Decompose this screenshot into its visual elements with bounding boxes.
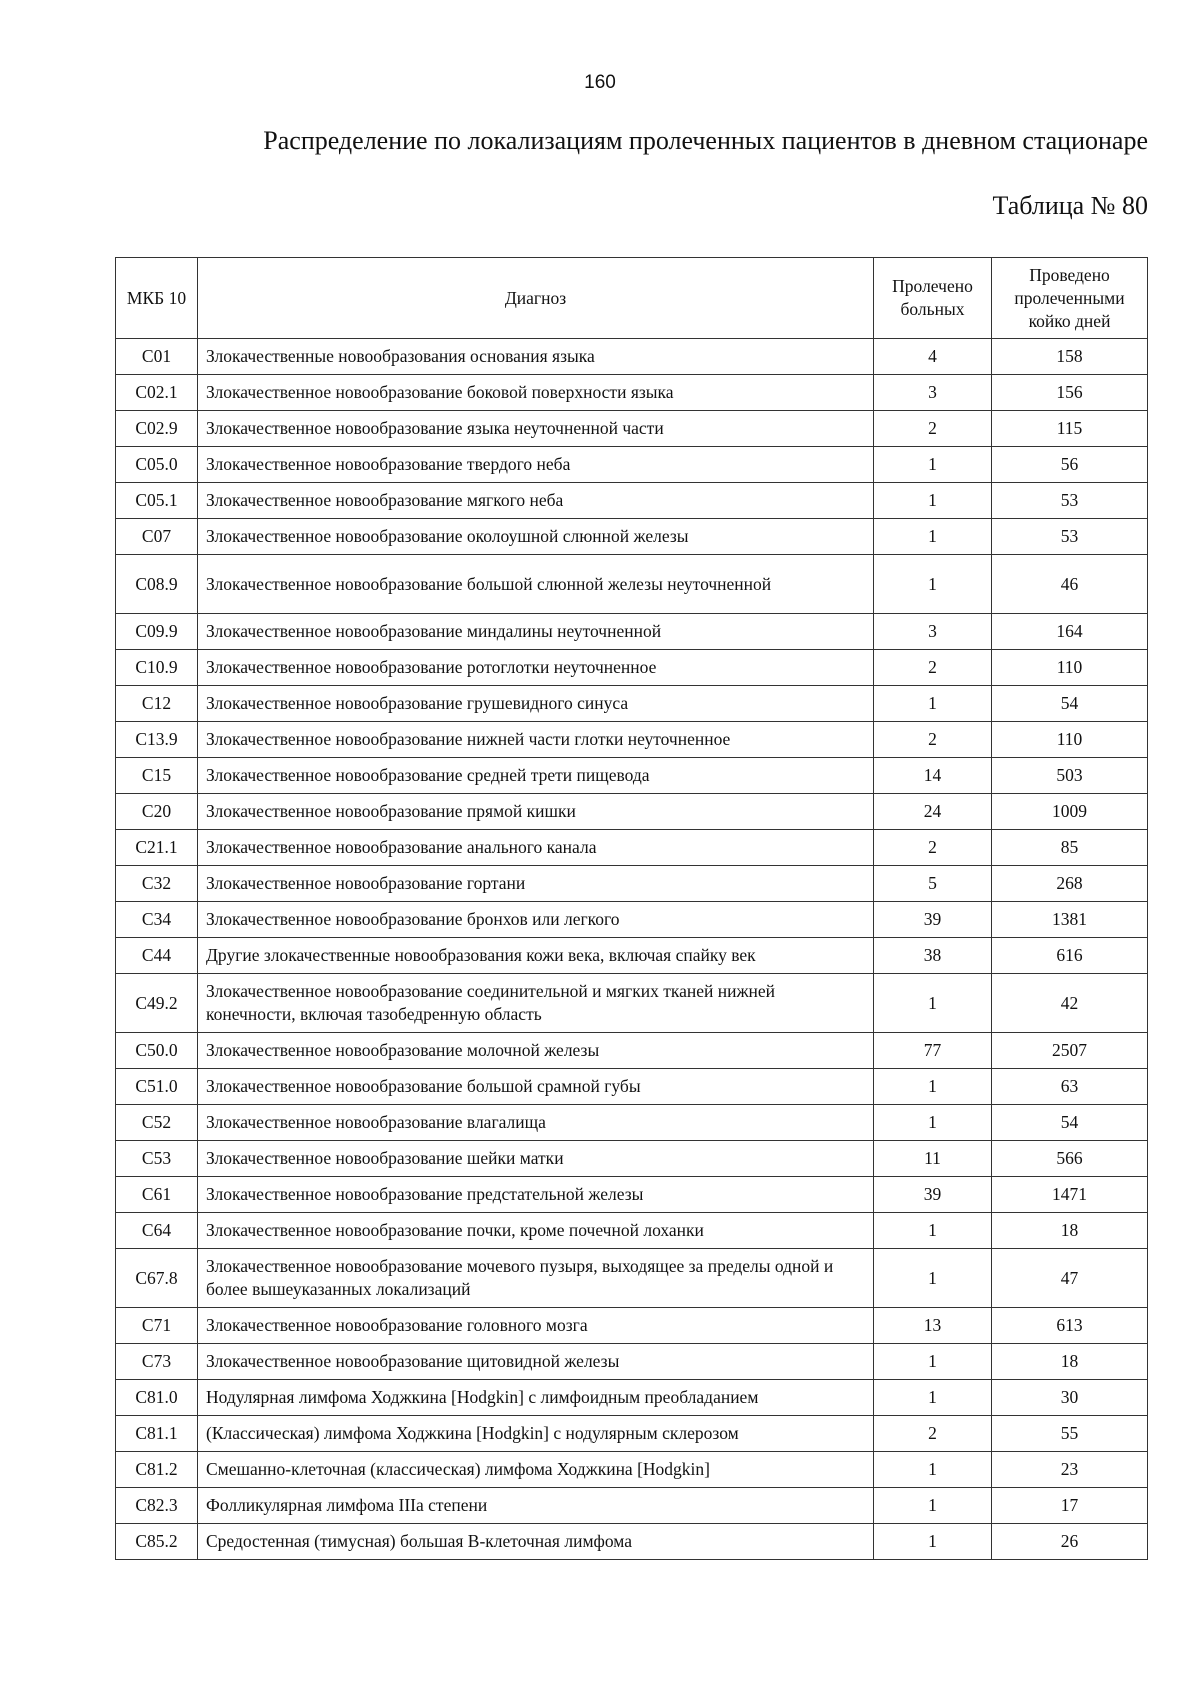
- cell-bed-days: 164: [992, 614, 1148, 650]
- page-number: 160: [584, 72, 616, 93]
- cell-code: С64: [116, 1213, 198, 1249]
- cell-bed-days: 566: [992, 1141, 1148, 1177]
- table-row: [116, 1249, 1148, 1308]
- cell-bed-days: 18: [992, 1213, 1148, 1249]
- table-row: [116, 1177, 1148, 1213]
- table-row: [116, 1033, 1148, 1069]
- header-diagnosis: Диагноз: [198, 258, 874, 339]
- cell-bed-days: 18: [992, 1344, 1148, 1380]
- cell-diagnosis: Злокачественное новообразование головного мозга: [198, 1308, 874, 1344]
- cell-bed-days: 47: [992, 1249, 1148, 1308]
- cell-diagnosis: Злокачественное новообразование щитовидной железы: [198, 1344, 874, 1380]
- cell-bed-days: 1009: [992, 794, 1148, 830]
- cell-diagnosis: Злокачественное новообразование грушевидного синуса: [198, 686, 874, 722]
- cell-diagnosis: Злокачественное новообразование мочевого пузыря, выходящее за пределы одной и более вышеуказанных локализаций: [198, 1249, 874, 1308]
- cell-diagnosis: Другие злокачественные новообразования кожи века, включая спайку век: [198, 938, 874, 974]
- cell-patients: 39: [874, 1177, 992, 1213]
- cell-patients: 39: [874, 902, 992, 938]
- cell-code: С13.9: [116, 722, 198, 758]
- cell-code: С08.9: [116, 555, 198, 614]
- cell-bed-days: 85: [992, 830, 1148, 866]
- cell-bed-days: 616: [992, 938, 1148, 974]
- cell-diagnosis: Злокачественное новообразование большой срамной губы: [198, 1069, 874, 1105]
- table-row: [116, 1069, 1148, 1105]
- cell-patients: 1: [874, 686, 992, 722]
- table-row: [116, 686, 1148, 722]
- table-row: [116, 339, 1148, 375]
- cell-code: С10.9: [116, 650, 198, 686]
- cell-diagnosis: Злокачественное новообразование ротоглотки неуточненное: [198, 650, 874, 686]
- cell-diagnosis: Фолликулярная лимфома IIIa степени: [198, 1488, 874, 1524]
- cell-diagnosis: (Классическая) лимфома Ходжкина [Hodgkin] с нодулярным склерозом: [198, 1416, 874, 1452]
- cell-patients: 2: [874, 650, 992, 686]
- cell-bed-days: 46: [992, 555, 1148, 614]
- cell-patients: 1: [874, 1452, 992, 1488]
- table-body: [116, 339, 1148, 1560]
- table-row: [116, 938, 1148, 974]
- cell-patients: 1: [874, 1524, 992, 1560]
- cell-patients: 4: [874, 339, 992, 375]
- cell-bed-days: 54: [992, 686, 1148, 722]
- cell-diagnosis: Злокачественное новообразование средней трети пищевода: [198, 758, 874, 794]
- cell-patients: 1: [874, 519, 992, 555]
- cell-patients: 38: [874, 938, 992, 974]
- cell-bed-days: 268: [992, 866, 1148, 902]
- cell-diagnosis: Смешанно-клеточная (классическая) лимфома Ходжкина [Hodgkin]: [198, 1452, 874, 1488]
- cell-code: С12: [116, 686, 198, 722]
- cell-patients: 1: [874, 1069, 992, 1105]
- table-row: [116, 555, 1148, 614]
- table-row: [116, 1524, 1148, 1560]
- cell-code: С20: [116, 794, 198, 830]
- table-row: [116, 866, 1148, 902]
- cell-code: С61: [116, 1177, 198, 1213]
- cell-diagnosis: Злокачественное новообразование нижней части глотки неуточненное: [198, 722, 874, 758]
- cell-diagnosis: Злокачественное новообразование большой слюнной железы неуточненной: [198, 555, 874, 614]
- table-row: [116, 1141, 1148, 1177]
- cell-patients: 1: [874, 1105, 992, 1141]
- cell-bed-days: 1381: [992, 902, 1148, 938]
- cell-diagnosis: Злокачественное новообразование твердого неба: [198, 447, 874, 483]
- cell-patients: 2: [874, 722, 992, 758]
- table-row: [116, 447, 1148, 483]
- cell-patients: 1: [874, 1213, 992, 1249]
- cell-bed-days: 53: [992, 519, 1148, 555]
- cell-code: С81.0: [116, 1380, 198, 1416]
- cell-code: С85.2: [116, 1524, 198, 1560]
- cell-diagnosis: Злокачественное новообразование шейки матки: [198, 1141, 874, 1177]
- cell-patients: 2: [874, 1416, 992, 1452]
- table-row: [116, 974, 1148, 1033]
- cell-patients: 1: [874, 1380, 992, 1416]
- header-patients: Пролечено больных: [874, 258, 992, 339]
- cell-bed-days: 26: [992, 1524, 1148, 1560]
- cell-diagnosis: Злокачественное новообразование молочной железы: [198, 1033, 874, 1069]
- cell-code: С05.0: [116, 447, 198, 483]
- cell-bed-days: 158: [992, 339, 1148, 375]
- table-row: [116, 1213, 1148, 1249]
- cell-diagnosis: Нодулярная лимфома Ходжкина [Hodgkin] с лимфоидным преобладанием: [198, 1380, 874, 1416]
- cell-code: С07: [116, 519, 198, 555]
- cell-code: С44: [116, 938, 198, 974]
- cell-patients: 1: [874, 447, 992, 483]
- cell-diagnosis: Злокачественное новообразование языка неуточненной части: [198, 411, 874, 447]
- cell-diagnosis: Злокачественное новообразование бронхов или легкого: [198, 902, 874, 938]
- cell-bed-days: 53: [992, 483, 1148, 519]
- cell-patients: 1: [874, 1249, 992, 1308]
- cell-code: С32: [116, 866, 198, 902]
- table-header-row: [116, 258, 1148, 339]
- cell-diagnosis: Злокачественное новообразование миндалины неуточненной: [198, 614, 874, 650]
- cell-patients: 1: [874, 483, 992, 519]
- cell-bed-days: 54: [992, 1105, 1148, 1141]
- cell-code: С50.0: [116, 1033, 198, 1069]
- cell-bed-days: 503: [992, 758, 1148, 794]
- cell-diagnosis: Злокачественное новообразование околоушной слюнной железы: [198, 519, 874, 555]
- table-row: [116, 758, 1148, 794]
- cell-patients: 13: [874, 1308, 992, 1344]
- cell-bed-days: 156: [992, 375, 1148, 411]
- cell-patients: 1: [874, 974, 992, 1033]
- cell-diagnosis: Злокачественное новообразование мягкого неба: [198, 483, 874, 519]
- table-row: [116, 519, 1148, 555]
- table-row: [116, 483, 1148, 519]
- cell-bed-days: 2507: [992, 1033, 1148, 1069]
- cell-code: С53: [116, 1141, 198, 1177]
- cell-code: С73: [116, 1344, 198, 1380]
- table-row: [116, 1416, 1148, 1452]
- page-title: Распределение по локализациям пролеченных пациентов в дневном стационаре: [263, 126, 1148, 155]
- table-row: [116, 1452, 1148, 1488]
- cell-bed-days: 17: [992, 1488, 1148, 1524]
- cell-bed-days: 55: [992, 1416, 1148, 1452]
- cell-diagnosis: Злокачественные новообразования основания языка: [198, 339, 874, 375]
- cell-bed-days: 110: [992, 722, 1148, 758]
- cell-patients: 11: [874, 1141, 992, 1177]
- cell-bed-days: 56: [992, 447, 1148, 483]
- cell-patients: 5: [874, 866, 992, 902]
- table-row: [116, 650, 1148, 686]
- table-row: [116, 411, 1148, 447]
- table-row: [116, 830, 1148, 866]
- cell-code: С67.8: [116, 1249, 198, 1308]
- cell-code: С81.2: [116, 1452, 198, 1488]
- cell-patients: 2: [874, 830, 992, 866]
- cell-bed-days: 1471: [992, 1177, 1148, 1213]
- cell-diagnosis: Злокачественное новообразование боковой поверхности языка: [198, 375, 874, 411]
- table-row: [116, 902, 1148, 938]
- cell-code: С21.1: [116, 830, 198, 866]
- cell-bed-days: 613: [992, 1308, 1148, 1344]
- table-row: [116, 722, 1148, 758]
- cell-code: С51.0: [116, 1069, 198, 1105]
- header-bed-days: Проведено пролеченными койко дней: [992, 258, 1148, 339]
- table-row: [116, 375, 1148, 411]
- cell-diagnosis: Злокачественное новообразование предстательной железы: [198, 1177, 874, 1213]
- cell-diagnosis: Средостенная (тимусная) большая В-клеточная лимфома: [198, 1524, 874, 1560]
- cell-code: С09.9: [116, 614, 198, 650]
- cell-bed-days: 30: [992, 1380, 1148, 1416]
- cell-bed-days: 63: [992, 1069, 1148, 1105]
- table-row: [116, 1105, 1148, 1141]
- cell-patients: 14: [874, 758, 992, 794]
- cell-code: С81.1: [116, 1416, 198, 1452]
- cell-bed-days: 42: [992, 974, 1148, 1033]
- cell-diagnosis: Злокачественное новообразование влагалища: [198, 1105, 874, 1141]
- table-row: [116, 1380, 1148, 1416]
- cell-patients: 77: [874, 1033, 992, 1069]
- table-row: [116, 1344, 1148, 1380]
- cell-diagnosis: Злокачественное новообразование анального канала: [198, 830, 874, 866]
- header-code: МКБ 10: [116, 258, 198, 339]
- cell-code: С52: [116, 1105, 198, 1141]
- cell-patients: 1: [874, 1488, 992, 1524]
- cell-patients: 1: [874, 555, 992, 614]
- cell-code: С15: [116, 758, 198, 794]
- table-row: [116, 794, 1148, 830]
- cell-code: С02.1: [116, 375, 198, 411]
- cell-code: С82.3: [116, 1488, 198, 1524]
- cell-patients: 1: [874, 1344, 992, 1380]
- cell-code: С01: [116, 339, 198, 375]
- cell-patients: 24: [874, 794, 992, 830]
- cell-bed-days: 110: [992, 650, 1148, 686]
- cell-code: С49.2: [116, 974, 198, 1033]
- table-caption: Таблица № 80: [992, 191, 1148, 220]
- cell-code: С02.9: [116, 411, 198, 447]
- cell-code: С71: [116, 1308, 198, 1344]
- cell-diagnosis: Злокачественное новообразование соединительной и мягких тканей нижней конечности, включая тазобедренную область: [198, 974, 874, 1033]
- data-table: [115, 257, 1148, 1560]
- cell-patients: 2: [874, 411, 992, 447]
- table-row: [116, 614, 1148, 650]
- cell-patients: 3: [874, 375, 992, 411]
- cell-diagnosis: Злокачественное новообразование почки, кроме почечной лоханки: [198, 1213, 874, 1249]
- cell-bed-days: 23: [992, 1452, 1148, 1488]
- cell-patients: 3: [874, 614, 992, 650]
- cell-diagnosis: Злокачественное новообразование гортани: [198, 866, 874, 902]
- cell-code: С34: [116, 902, 198, 938]
- cell-diagnosis: Злокачественное новообразование прямой кишки: [198, 794, 874, 830]
- table-row: [116, 1488, 1148, 1524]
- table-row: [116, 1308, 1148, 1344]
- cell-bed-days: 115: [992, 411, 1148, 447]
- cell-code: С05.1: [116, 483, 198, 519]
